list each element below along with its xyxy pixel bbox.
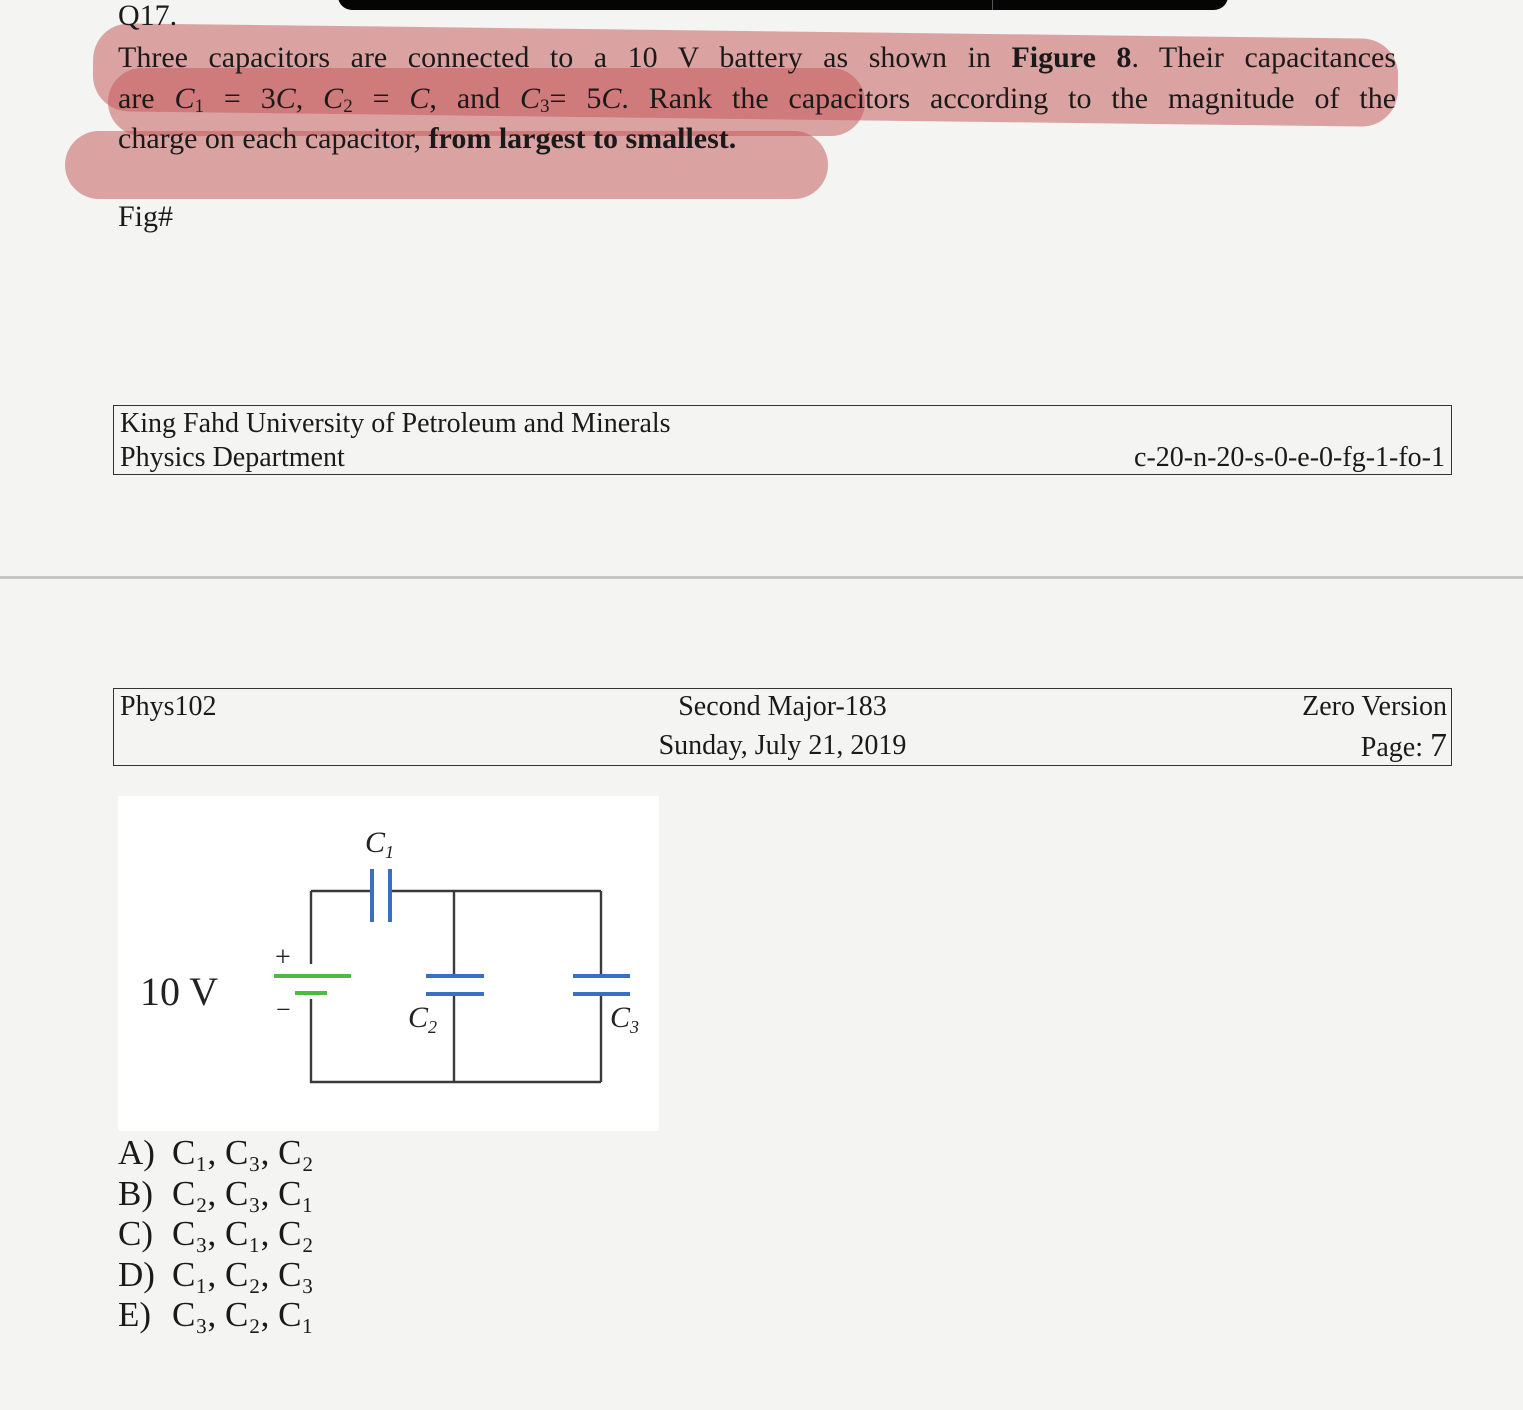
c2-value-unit: C bbox=[409, 82, 430, 115]
option-c[interactable] bbox=[118, 1214, 314, 1255]
c3-symbol: C bbox=[520, 82, 541, 115]
c2-label bbox=[408, 1001, 437, 1037]
page-number: 7 bbox=[1430, 727, 1447, 764]
separator: , bbox=[295, 82, 324, 115]
figure-label: Fig# bbox=[118, 200, 174, 233]
battery-minus-sign: − bbox=[276, 995, 291, 1024]
ranking-instruction: from largest to smallest. bbox=[428, 122, 737, 155]
circuit-figure bbox=[118, 796, 659, 1131]
c3-label-subscript: 3 bbox=[630, 1017, 640, 1037]
option-d[interactable] bbox=[118, 1255, 314, 1296]
page-break-divider bbox=[0, 576, 1523, 579]
option-letter: D) bbox=[118, 1254, 155, 1294]
circuit-labels bbox=[140, 826, 639, 1037]
battery-plates bbox=[274, 976, 351, 993]
exam-version: Zero Version bbox=[1302, 691, 1447, 722]
department-name: Physics Department bbox=[120, 442, 345, 473]
c3-label bbox=[610, 1001, 639, 1037]
option-text: C₃, C₁, C₂ bbox=[172, 1214, 314, 1253]
c3-subscript: 3 bbox=[540, 96, 550, 117]
capacitor-plates bbox=[372, 869, 630, 994]
c1-label-letter: C bbox=[365, 826, 386, 859]
option-letter: A) bbox=[118, 1133, 155, 1172]
option-text: C₁, C₃, C₂ bbox=[172, 1133, 314, 1172]
c2-equals: = bbox=[352, 82, 410, 115]
question-text-part: are bbox=[118, 82, 175, 115]
question-text-part: . Rank the capacitors according to the magnitude of the bbox=[621, 82, 1397, 115]
wire bbox=[311, 999, 601, 1082]
c1-symbol: C bbox=[174, 82, 195, 115]
c1-label-subscript: 1 bbox=[385, 842, 395, 862]
page-label: Page: bbox=[1360, 732, 1430, 763]
top-bar-divider bbox=[992, 0, 993, 10]
c2-subscript: 2 bbox=[343, 96, 353, 117]
answer-options bbox=[118, 1133, 314, 1336]
exam-date: Sunday, July 21, 2019 bbox=[658, 730, 907, 761]
device-top-bar bbox=[338, 0, 1228, 10]
c1-equals: = 3 bbox=[204, 82, 276, 115]
question-number: Q17. bbox=[118, 0, 178, 32]
question-code: c-20-n-20-s-0-e-0-fg-1-fo-1 bbox=[1134, 442, 1445, 473]
question-line-3 bbox=[118, 119, 1396, 159]
option-text: C₁, C₂, C₃ bbox=[172, 1254, 314, 1294]
c3-equals: = 5 bbox=[549, 82, 602, 115]
option-b[interactable] bbox=[118, 1174, 314, 1215]
separator: , and bbox=[429, 82, 521, 115]
c1-label bbox=[365, 826, 394, 862]
exam-title: Second Major-183 bbox=[678, 691, 887, 722]
option-letter: C) bbox=[118, 1214, 153, 1253]
option-letter: E) bbox=[118, 1295, 152, 1334]
question-line-2 bbox=[118, 79, 1396, 119]
option-e[interactable] bbox=[118, 1295, 314, 1336]
circuit-diagram bbox=[118, 796, 659, 1131]
university-name: King Fahd University of Petroleum and Minerals bbox=[120, 408, 671, 439]
c2-symbol: C bbox=[323, 82, 344, 115]
option-letter: B) bbox=[118, 1173, 153, 1213]
c3-value-unit: C bbox=[601, 82, 622, 115]
battery-plus-sign: + bbox=[275, 942, 291, 973]
figure-reference: Figure 8 bbox=[1011, 41, 1132, 74]
c2-label-letter: C bbox=[408, 1001, 429, 1034]
exam-header-box bbox=[113, 688, 1452, 766]
question-line-1 bbox=[118, 38, 1396, 78]
c2-label-subscript: 2 bbox=[428, 1017, 438, 1037]
question-text-part: . Their capacitances bbox=[1131, 41, 1396, 74]
circuit-wires bbox=[311, 891, 601, 1082]
option-a[interactable] bbox=[118, 1133, 314, 1174]
question-text-part: charge on each capacitor, bbox=[118, 122, 429, 155]
battery-label: 10 V bbox=[140, 969, 219, 1014]
question-text-part: Three capacitors are connected to a 10 V battery as shown in bbox=[118, 41, 1012, 74]
course-code: Phys102 bbox=[120, 691, 217, 722]
c1-value-unit: C bbox=[275, 82, 296, 115]
option-text: C₂, C₃, C₁ bbox=[172, 1173, 314, 1213]
university-info-box bbox=[113, 405, 1452, 475]
c3-label-letter: C bbox=[610, 1001, 631, 1034]
c1-subscript: 1 bbox=[194, 96, 205, 117]
option-text: C₃, C₂, C₁ bbox=[172, 1295, 314, 1334]
page-indicator bbox=[1361, 727, 1447, 765]
